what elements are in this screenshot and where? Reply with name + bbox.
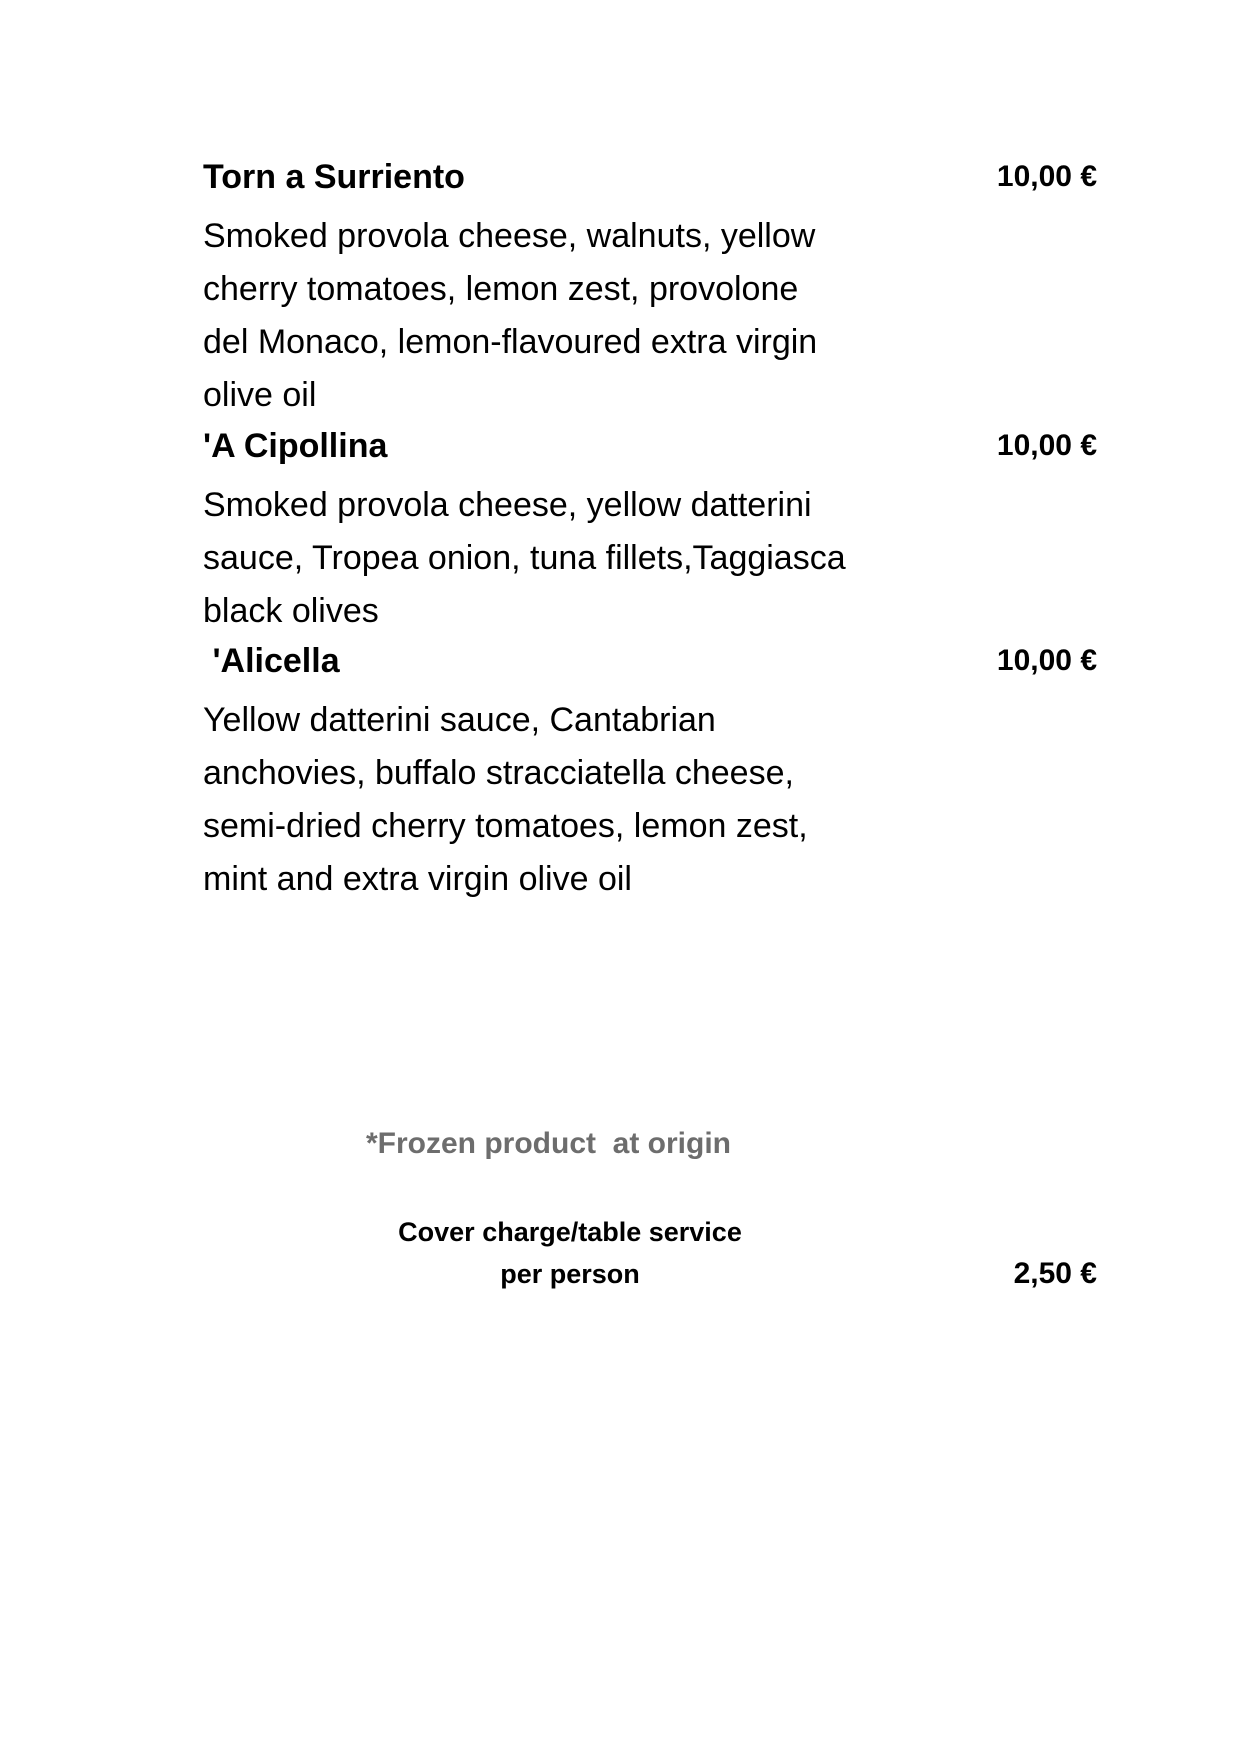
- item-price: 10,00 €: [996, 429, 1097, 462]
- description-line: Smoked provola cheese, walnuts, yellow: [203, 217, 816, 255]
- description-line: del Monaco, lemon-flavoured extra virgin: [203, 323, 818, 361]
- item-description: [203, 210, 943, 422]
- description-line: anchovies, buffalo stracciatella cheese,: [203, 754, 794, 792]
- cover-charge-price: 2,50 €: [1013, 1257, 1097, 1290]
- description-line: cherry tomatoes, lemon zest, provolone: [203, 270, 799, 308]
- frozen-product-note: *Frozen product at origin: [366, 1127, 731, 1160]
- item-price: 10,00 €: [996, 160, 1097, 193]
- item-description: [203, 694, 943, 906]
- item-price: 10,00 €: [996, 644, 1097, 677]
- description-line: Smoked provola cheese, yellow datterini: [203, 486, 812, 524]
- description-line: mint and extra virgin olive oil: [203, 860, 632, 898]
- description-line: black olives: [203, 592, 379, 630]
- description-line: sauce, Tropea onion, tuna fillets,Taggiasca: [203, 539, 846, 577]
- description-line: olive oil: [203, 376, 317, 414]
- item-name: Torn a Surriento: [203, 158, 465, 196]
- cover-charge-line: Cover charge/table service: [398, 1217, 742, 1247]
- cover-charge-line: per person: [500, 1259, 640, 1289]
- cover-charge-label: [340, 1211, 800, 1295]
- description-line: semi-dried cherry tomatoes, lemon zest,: [203, 807, 808, 845]
- item-description: [203, 479, 943, 638]
- description-line: Yellow datterini sauce, Cantabrian: [203, 701, 716, 739]
- item-name: 'A Cipollina: [203, 427, 388, 465]
- item-name: 'Alicella: [203, 642, 340, 680]
